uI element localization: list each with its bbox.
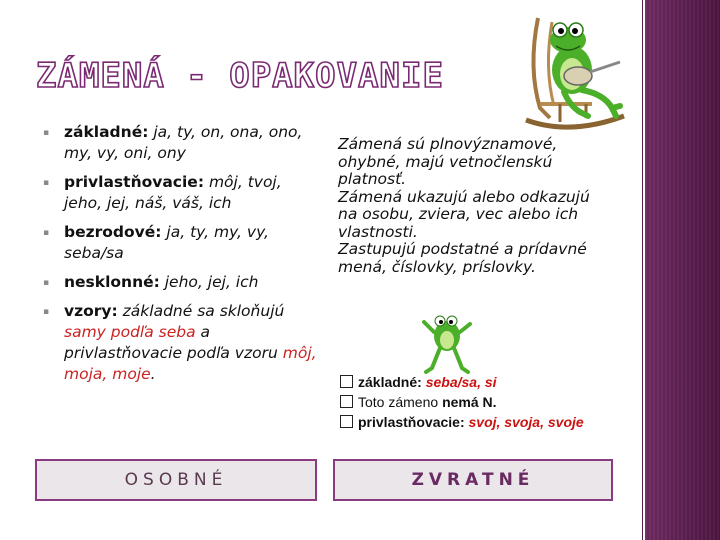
list-item (340, 392, 630, 412)
item-text: Toto zámeno (358, 394, 439, 410)
checkbox-icon (340, 375, 353, 388)
checkbox-icon (340, 415, 353, 428)
bullet-text: môj, tvoj, jeho, jej, náš, váš, ich (64, 173, 282, 212)
item-label: privlastňovacie (358, 414, 460, 430)
bullet-icon: ▪ (43, 228, 50, 238)
bullet-text: . (150, 365, 156, 383)
item-value: svoj, svoja, svoje (468, 414, 584, 430)
bullet-label: bezrodové: (64, 223, 162, 241)
bullet-text: a privlastňovacie podľa vzoru (64, 323, 283, 362)
item-colon: : (459, 414, 465, 430)
item-colon: : (417, 374, 422, 390)
bullet-list (40, 122, 320, 393)
reflexive-list (340, 372, 630, 432)
reflexive-label-box: ZVRATNÉ (333, 459, 613, 501)
bullet-icon: ▪ (43, 128, 50, 138)
checkbox-icon (340, 395, 353, 408)
bullet-text: základné sa skloňujú (117, 302, 285, 320)
bullet-icon: ▪ (43, 178, 50, 188)
description-paragraph: Zámená sú plnovýznamové, ohybné, majú vetnočlenskú platnosť. (338, 135, 558, 188)
highlight-text: môj, moja, moje (64, 344, 317, 383)
bullet-icon: ▪ (43, 278, 50, 288)
sidebar-decoration (642, 0, 720, 540)
highlight-text: samy podľa seba (64, 323, 196, 341)
description-paragraph: Zámená ukazujú alebo odkazujú na osobu, zviera, vec alebo ich vlastnosti. (338, 187, 590, 241)
item-value: nemá N. (442, 394, 497, 410)
list-item (40, 172, 320, 214)
list-item (340, 412, 630, 432)
personal-label-box: OSOBNÉ (35, 459, 317, 501)
description-paragraph: Zastupujú podstatné a prídavné mená, číslovky, príslovky. (338, 240, 587, 276)
bullet-label: nesklonné: (64, 273, 160, 291)
list-item (340, 372, 630, 392)
bullet-text: jeho, jej, ich (159, 273, 259, 291)
list-item (40, 272, 320, 293)
list-item (40, 122, 320, 164)
bullet-label: vzory: (64, 302, 118, 320)
list-item (40, 301, 320, 385)
bullet-text: ja, ty, on, ona, ono, my, vy, oni, ony (64, 123, 303, 162)
bullet-label: základné: (64, 123, 149, 141)
page-title: ZÁMENÁ - OPAKOVANIE (36, 56, 444, 96)
description-text (338, 136, 608, 276)
bullet-label: privlastňovacie: (64, 173, 205, 191)
list-item (40, 222, 320, 264)
item-value: seba/sa, si (425, 374, 497, 390)
frog-rocking-chair-icon (520, 8, 632, 136)
bullet-icon: ▪ (43, 307, 50, 317)
bullet-text: ja, ty, my, vy, seba/sa (64, 223, 269, 262)
item-label: základné (358, 374, 418, 390)
jumping-frog-icon (420, 312, 474, 376)
